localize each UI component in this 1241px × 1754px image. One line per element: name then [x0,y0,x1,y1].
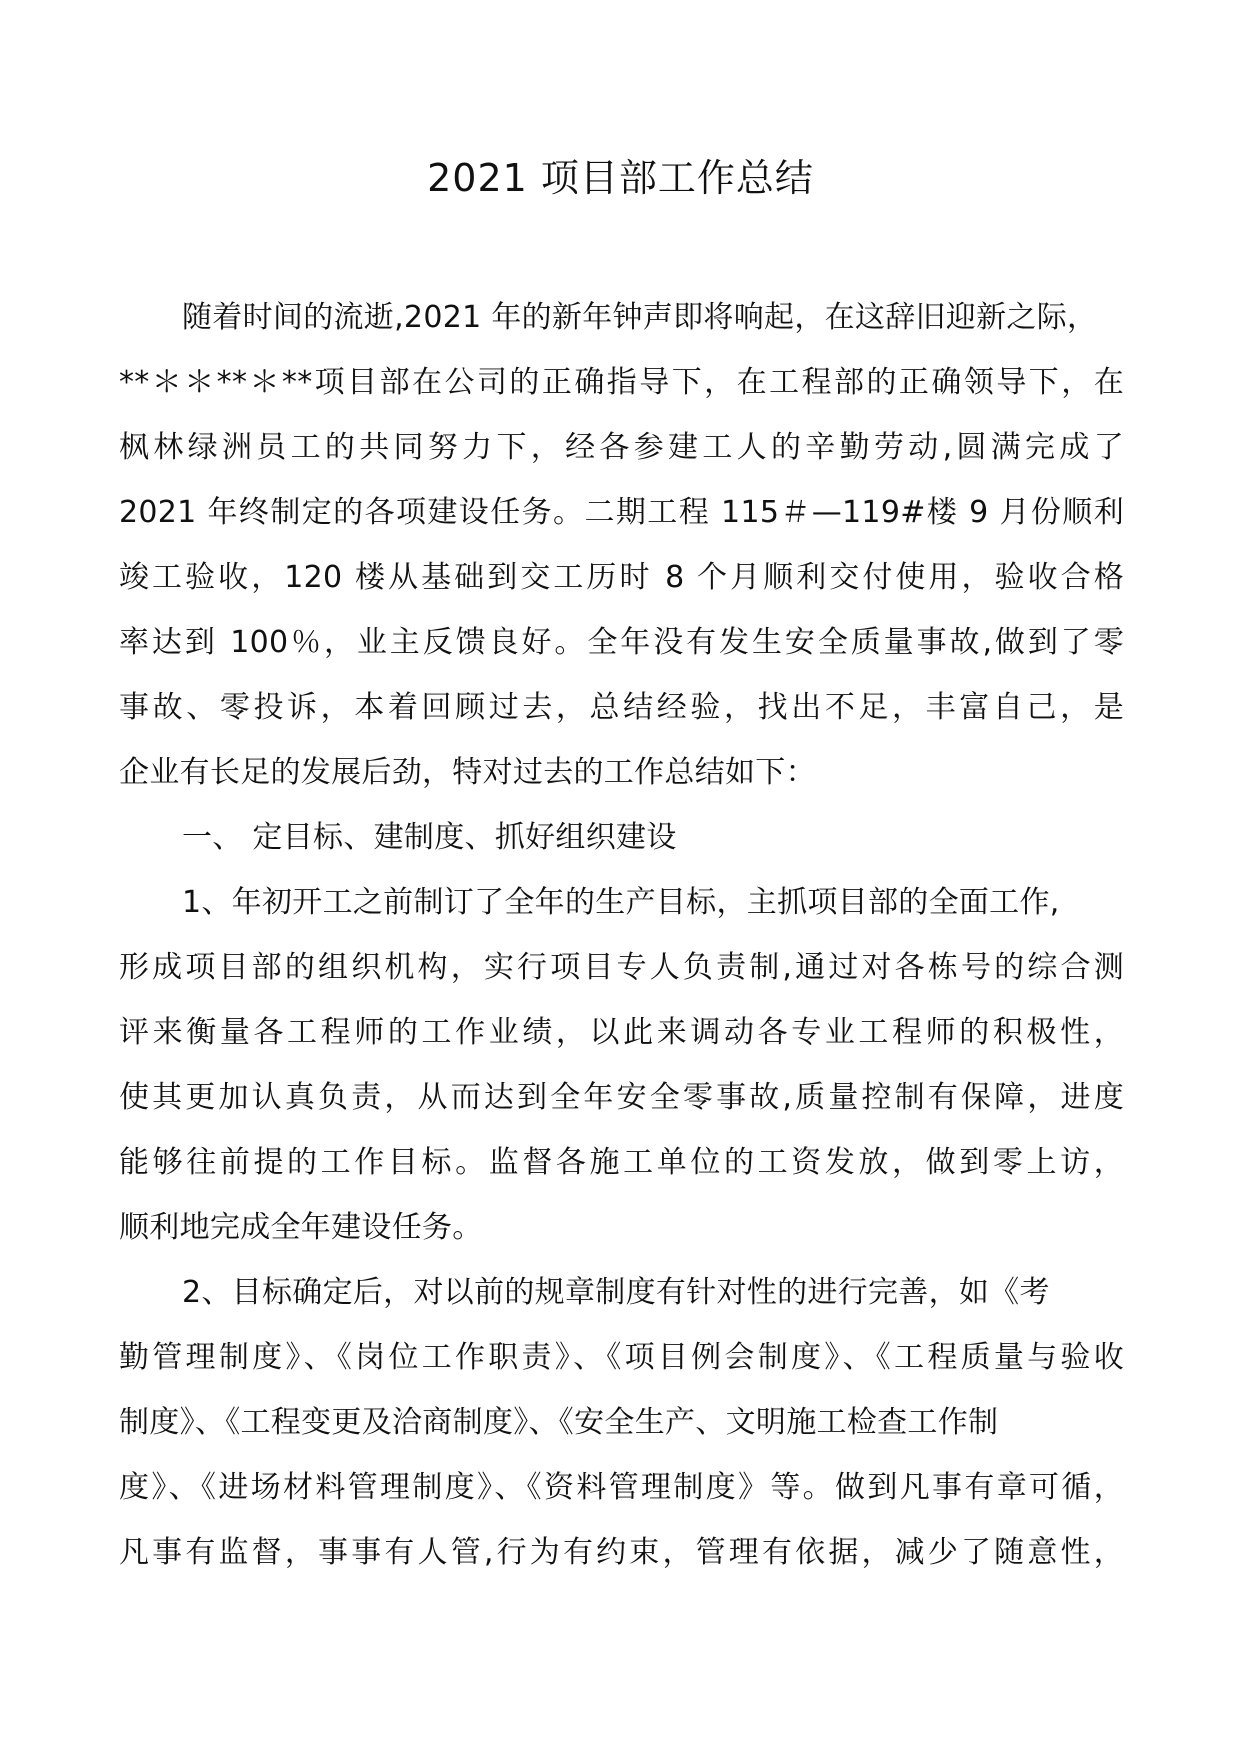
paragraph-line: 率达到 100％，业主反馈良好。全年没有发生安全质量事故,做到了零 [119,625,1124,660]
paragraph-line: 竣工验收，120 楼从基础到交工历时 8 个月顺利交付使用，验收合格 [119,560,1124,595]
document-body [119,285,1124,1585]
paragraph-line: 使其更加认真负责，从而达到全年安全零事故,质量控制有保障，进度 [119,1080,1124,1115]
paragraph-line: 勤管理制度》、《岗位工作职责》、《项目例会制度》、《工程质量与验收 [119,1340,1124,1375]
paragraph-line: 2、目标确定后，对以前的规章制度有针对性的进行完善，如《考 [182,1275,1050,1310]
paragraph-line: 事故、零投诉，本着回顾过去，总结经验，找出不足，丰富自己，是 [119,690,1124,725]
paragraph-line: 顺利地完成全年建设任务。 [119,1210,483,1245]
paragraph-line: 凡事有监督，事事有人管,行为有约束，管理有依据，减少了随意性， [119,1535,1124,1570]
paragraph-line: 能够往前提的工作目标。监督各施工单位的工资发放，做到零上访， [119,1145,1124,1180]
section-heading: 一、 定目标、建制度、抓好组织建设 [182,820,677,855]
paragraph-line: 企业有长足的发展后劲，特对过去的工作总结如下： [119,755,816,790]
paragraph-line: 度》、《进场材料管理制度》、《资料管理制度》等。做到凡事有章可循， [119,1470,1124,1505]
paragraph-line: 评来衡量各工程师的工作业绩，以此来调动各专业工程师的积极性， [119,1015,1124,1050]
paragraph-line: 制度》、《工程变更及洽商制度》、《安全生产、文明施工检查工作制 [119,1405,999,1440]
paragraph-line: 枫林绿洲员工的共同努力下，经各参建工人的辛勤劳动,圆满完成了 [119,430,1124,465]
paragraph-line: 随着时间的流逝,2021 年的新年钟声即将响起，在这辞旧迎新之际， [182,300,1098,335]
document-title: 2021 项目部工作总结 [427,156,814,200]
paragraph-line: 1、年初开工之前制订了全年的生产目标，主抓项目部的全面工作, [182,885,1060,920]
paragraph-line: 形成项目部的组织机构，实行项目专人负责制,通过对各栋号的综合测 [119,950,1124,985]
paragraph-line: 2021 年终制定的各项建设任务。二期工程 115＃—119#楼 9 月份顺利 [119,495,1124,530]
paragraph-line: **＊＊**＊**项目部在公司的正确指导下，在工程部的正确领导下，在 [119,365,1124,400]
